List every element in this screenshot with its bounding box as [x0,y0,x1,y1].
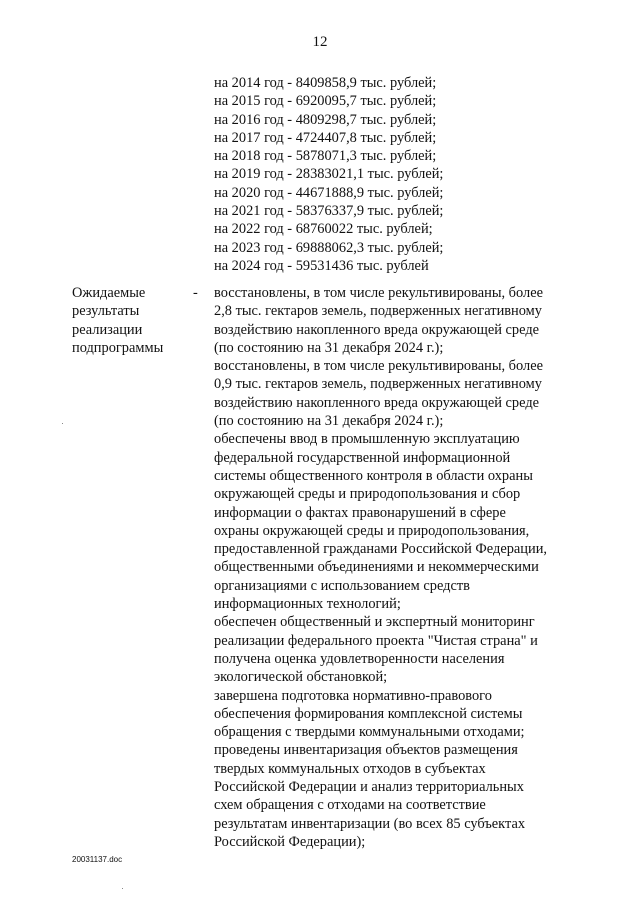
result-line: обеспечены ввод в промышленную эксплуатацию [214,431,520,448]
result-line: (по состоянию на 31 декабря 2024 г.); [214,339,444,356]
result-line: проведены инвентаризация объектов размещения [214,742,518,759]
result-line: окружающей среды и природопользования и сбор [214,486,521,503]
result-line: обращения с твердыми коммунальными отходами; [214,724,525,741]
result-line: восстановлены, в том числе рекультивированы, более [214,358,543,375]
result-line: воздействию накопленного вреда окружающей среде [214,394,540,411]
funding-line: на 2024 год - 59531436 тыс. рублей [214,257,429,274]
funding-line: на 2017 год - 4724407,8 тыс. рублей; [214,129,437,146]
result-line: общественными объединениями и некоммерческими [214,559,539,576]
page-number: 12 [312,34,328,50]
result-line: (по состоянию на 31 декабря 2024 г.); [214,413,444,430]
funding-line: на 2023 год - 69888062,3 тыс. рублей; [214,239,444,256]
section-dash: - [193,285,198,301]
result-line: воздействию накопленного вреда окружающей среде [214,321,540,338]
result-line: обеспечения формирования комплексной системы [214,705,523,722]
section-label [72,284,197,357]
funding-line: на 2019 год - 28383021,1 тыс. рублей; [214,166,444,183]
result-line: обеспечен общественный и экспертный мониторинг [214,614,535,631]
result-line: информации о фактах правонарушений в сфере [214,504,506,521]
result-line: экологической обстановкой; [214,669,388,686]
funding-line: на 2021 год - 58376337,9 тыс. рублей; [214,203,444,220]
section-label-line: подпрограммы [72,339,164,356]
result-line: 0,9 тыс. гектаров земель, подверженных негативному [214,376,542,393]
result-line: схем обращения с отходами на соответствие [214,797,486,814]
funding-line: на 2020 год - 44671888,9 тыс. рублей; [214,184,444,201]
funding-line: на 2022 год - 68760022 тыс. рублей; [214,221,433,238]
funding-line: на 2015 год - 6920095,7 тыс. рублей; [214,93,437,110]
result-line: завершена подготовка нормативно-правового [214,687,492,704]
funding-line: на 2014 год - 8409858,9 тыс. рублей; [214,75,437,91]
result-line: реализации федерального проекта "Чистая страна" и [214,632,538,649]
result-line: твердых коммунальных отходов в субъектах [214,760,486,777]
result-line: охраны окружающей среды и природопользования, [214,522,530,539]
result-line: организациями с использованием средств [214,577,470,594]
result-line: восстановлены, в том числе рекультивированы, более [214,285,543,301]
result-line: Российской Федерации); [214,833,366,850]
section-label-line: результаты [72,303,140,320]
result-line: Российской Федерации и анализ территориальных [214,779,524,796]
section-label-line: реализации [72,321,143,338]
section-label-line: Ожидаемые [72,285,146,301]
document-id: 20031137.doc [72,855,123,864]
result-line: 2,8 тыс. гектаров земель, подверженных негативному [214,303,542,320]
result-line: федеральной государственной информационной [214,449,511,466]
scan-speck [62,423,63,424]
funding-list [214,74,443,275]
result-line: предоставленной гражданами Российской Федерации, [214,541,547,558]
result-line: получена оценка удовлетворенности населения [214,650,505,667]
scan-speck [122,888,123,889]
result-line: информационных технологий; [214,596,401,613]
result-line: системы общественного контроля в области охраны [214,467,533,484]
funding-line: на 2018 год - 5878071,3 тыс. рублей; [214,148,437,165]
funding-line: на 2016 год - 4809298,7 тыс. рублей; [214,111,437,128]
result-line: результатам инвентаризации (во всех 85 субъектах [214,815,526,832]
results-text [214,284,574,851]
